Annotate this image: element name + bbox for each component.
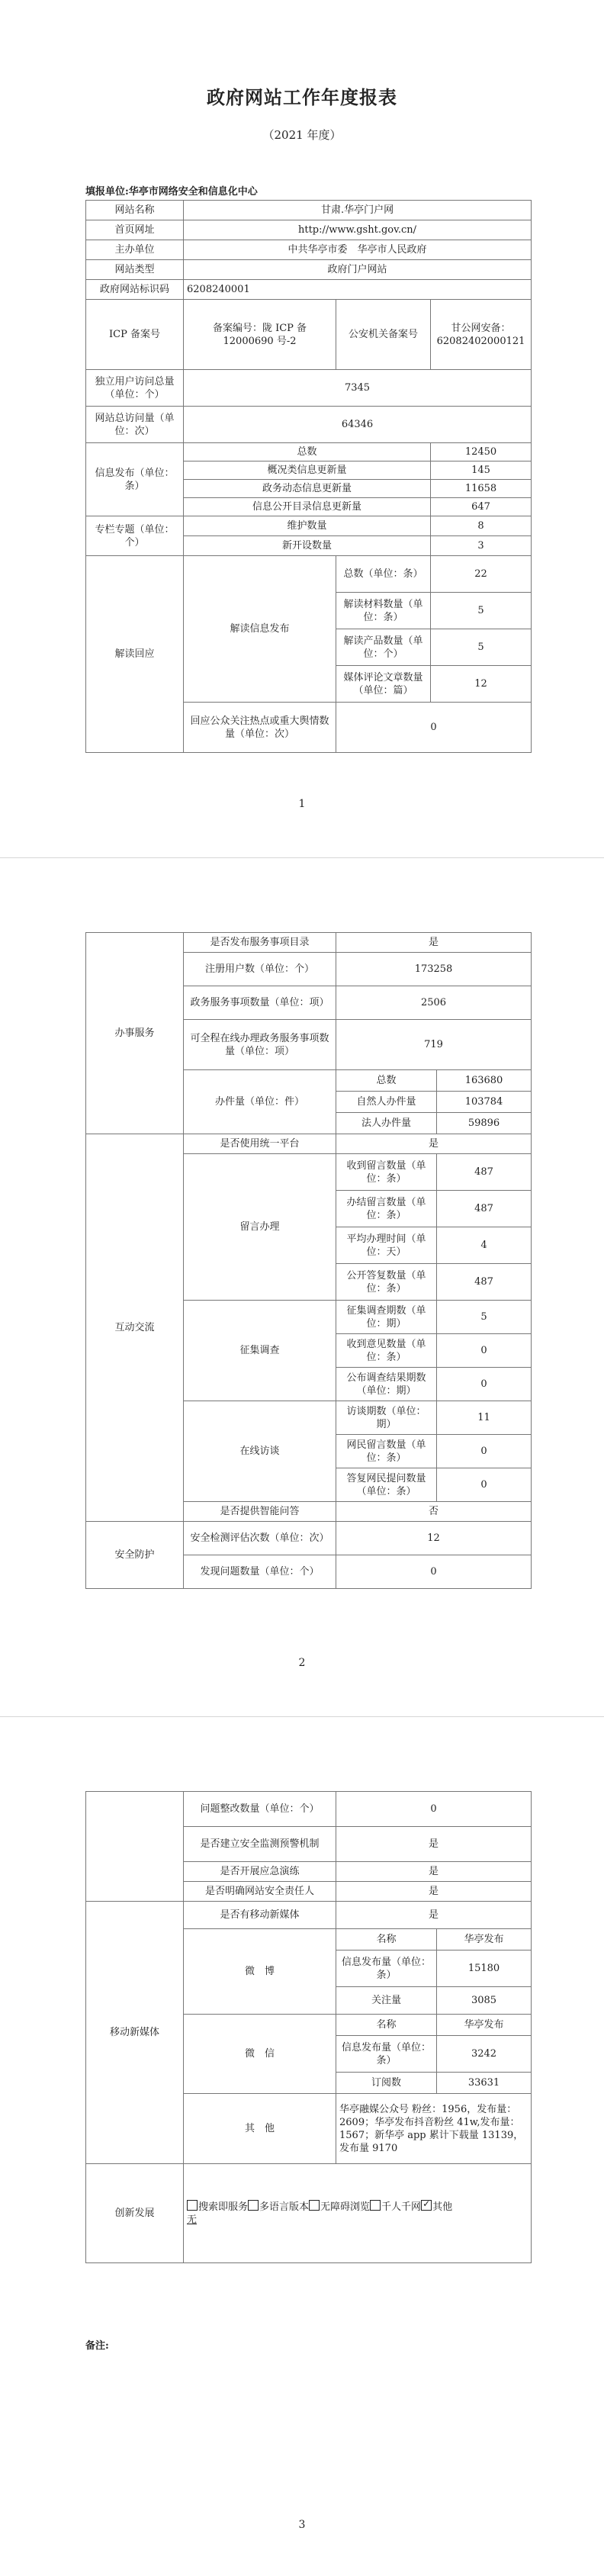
- service-users-value: 173258: [336, 953, 532, 986]
- interpret-material-label: 解读材料数量（单位：条）: [336, 593, 431, 629]
- report-year: （2021 年度）: [262, 128, 342, 142]
- security-duty-label: 是否明确网站安全责任人: [184, 1882, 336, 1902]
- interpret-product-value: 5: [431, 629, 532, 666]
- url-value: http://www.gsht.gov.cn/: [184, 220, 532, 240]
- handle-total-value: 163680: [437, 1070, 532, 1092]
- weibo-name-value: 华亭发布: [437, 1929, 532, 1950]
- uv-label: 独立用户访问总量（单位：个）: [86, 370, 184, 407]
- host-value: 中共华亭市委 华亭市人民政府: [184, 240, 532, 260]
- innov-option-personalized[interactable]: 千人千网: [370, 2201, 421, 2213]
- service-label: 办事服务: [86, 933, 184, 1134]
- service-online-label: 可全程在线办理政务服务事项数量（单位：项）: [184, 1020, 336, 1070]
- report-title: 政府网站工作年度报表: [207, 86, 397, 108]
- report-table-page-2: [85, 932, 532, 1589]
- mobile-has-value: 是: [336, 1902, 532, 1929]
- remark-label: 备注:: [85, 2340, 109, 2352]
- site-name-value: 甘肃.华亭门户网: [184, 201, 532, 220]
- interpret-respond-value: 0: [336, 703, 532, 753]
- page-number-3: 3: [298, 2519, 306, 2531]
- weibo-label: 微 博: [184, 1929, 336, 2015]
- talk-msg-value: 0: [437, 1435, 532, 1468]
- other-media-value: 华亭融媒公众号 粉丝：1956，发布量：2609；华亭发布抖音粉丝 41w,发布量：1567；新华亭 app 累计下载量 13139，发布量 9170: [336, 2094, 532, 2164]
- report-page-3: [0, 1719, 604, 2576]
- security-issue-label: 发现问题数量（单位：个）: [184, 1555, 336, 1589]
- innov-other-text: 无: [187, 2214, 198, 2226]
- innov-checkbox-other[interactable]: [421, 2200, 432, 2211]
- page-separator: [0, 1716, 604, 1717]
- talk-ans-value: 0: [437, 1468, 532, 1502]
- publish-label: 信息发布（单位：条）: [86, 443, 184, 516]
- innov-option-accessibility[interactable]: 无障碍浏览: [309, 2201, 370, 2213]
- service-handle-label: 办件量（单位：件）: [184, 1070, 336, 1134]
- msg-label: 留言办理: [184, 1154, 336, 1301]
- pv-value: 64346: [184, 407, 532, 443]
- interact-platform-label: 是否使用统一平台: [184, 1134, 336, 1154]
- security-check-value: 12: [336, 1522, 532, 1555]
- survey-count-value: 5: [437, 1301, 532, 1334]
- special-maintain-label: 维护数量: [184, 516, 431, 536]
- police-value: 甘公网安备：62082402000121: [431, 300, 532, 370]
- security-monitor-value: 是: [336, 1827, 532, 1862]
- security-issue-value: 0: [336, 1555, 532, 1589]
- service-items-value: 2506: [336, 986, 532, 1020]
- uv-value: 7345: [184, 370, 532, 407]
- msg-done-value: 487: [437, 1191, 532, 1227]
- interpret-respond-label: 回应公众关注热点或重大舆情数量（单位：次）: [184, 703, 336, 753]
- interpret-sub-label: 解读信息发布: [184, 556, 336, 703]
- interpret-media-label: 媒体评论文章数量（单位：篇）: [336, 666, 431, 703]
- security-monitor-label: 是否建立安全监测预警机制: [184, 1827, 336, 1862]
- filler-unit: 填报单位:华亭市网络安全和信息化中心: [85, 186, 258, 198]
- publish-dynamic-value: 11658: [431, 480, 532, 498]
- weibo-pub-value: 15180: [437, 1950, 532, 1987]
- security-cont-label: [86, 1792, 184, 1902]
- special-new-label: 新开设数量: [184, 536, 431, 556]
- survey-opin-label: 收到意见数量（单位：条）: [336, 1334, 437, 1368]
- special-new-value: 3: [431, 536, 532, 556]
- special-maintain-value: 8: [431, 516, 532, 536]
- other-media-label: 其 他: [184, 2094, 336, 2164]
- pv-label: 网站总访问量（单位：次）: [86, 407, 184, 443]
- special-label: 专栏专题（单位：个）: [86, 516, 184, 556]
- url-label: 首页网址: [86, 220, 184, 240]
- report-page-2: [0, 860, 604, 1713]
- msg-time-value: 4: [437, 1227, 532, 1264]
- wechat-pub-value: 3242: [437, 2036, 532, 2073]
- mobile-has-label: 是否有移动新媒体: [184, 1902, 336, 1929]
- talk-label: 在线访谈: [184, 1401, 336, 1502]
- talk-msg-label: 网民留言数量（单位：条）: [336, 1435, 437, 1468]
- handle-natural-value: 103784: [437, 1092, 532, 1113]
- page-separator: [0, 857, 604, 858]
- smart-qa-label: 是否提供智能问答: [184, 1502, 336, 1522]
- police-label: 公安机关备案号: [336, 300, 431, 370]
- survey-pub-value: 0: [437, 1368, 532, 1401]
- handle-legal-label: 法人办件量: [336, 1113, 437, 1134]
- handle-natural-label: 自然人办件量: [336, 1092, 437, 1113]
- mobile-label: 移动新媒体: [86, 1902, 184, 2164]
- report-table-page-1: [85, 200, 532, 753]
- msg-pub-label: 公开答复数量（单位：条）: [336, 1264, 437, 1301]
- wechat-sub-label: 订阅数: [336, 2073, 437, 2094]
- msg-time-label: 平均办理时间（单位：天）: [336, 1227, 437, 1264]
- site-code-label: 政府网站标识码: [86, 280, 184, 300]
- publish-total-value: 12450: [431, 443, 532, 461]
- interpret-total-label: 总数（单位：条）: [336, 556, 431, 593]
- service-publish-value: 是: [336, 933, 532, 953]
- msg-done-label: 办结留言数量（单位：条）: [336, 1191, 437, 1227]
- page-number-1: 1: [298, 798, 306, 810]
- innovation-options: [184, 2164, 532, 2263]
- service-online-value: 719: [336, 1020, 532, 1070]
- handle-legal-value: 59896: [437, 1113, 532, 1134]
- security-duty-value: 是: [336, 1882, 532, 1902]
- innov-option-multilang[interactable]: 多语言版本: [248, 2201, 309, 2213]
- interpret-media-value: 12: [431, 666, 532, 703]
- innov-option-search[interactable]: 搜索即服务: [187, 2201, 248, 2213]
- wechat-name-value: 华亭发布: [437, 2015, 532, 2036]
- innovation-label: 创新发展: [86, 2164, 184, 2263]
- site-type-label: 网站类型: [86, 260, 184, 280]
- survey-count-label: 征集调查期数（单位：期）: [336, 1301, 437, 1334]
- publish-dynamic-label: 政务动态信息更新量: [184, 480, 431, 498]
- service-users-label: 注册用户数（单位：个）: [184, 953, 336, 986]
- innov-checkbox-personalized[interactable]: [370, 2200, 381, 2211]
- interact-label: 互动交流: [86, 1134, 184, 1522]
- security-drill-value: 是: [336, 1862, 532, 1882]
- survey-pub-label: 公布调查结果期数（单位：期）: [336, 1368, 437, 1401]
- publish-overview-value: 145: [431, 461, 532, 480]
- security-drill-label: 是否开展应急演练: [184, 1862, 336, 1882]
- weibo-name-label: 名称: [336, 1929, 437, 1950]
- talk-count-value: 11: [437, 1401, 532, 1435]
- security-fix-label: 问题整改数量（单位：个）: [184, 1792, 336, 1827]
- icp-label: ICP 备案号: [86, 300, 184, 370]
- security-fix-value: 0: [336, 1792, 532, 1827]
- interpret-total-value: 22: [431, 556, 532, 593]
- report-page-1: [0, 0, 604, 854]
- msg-recv-label: 收到留言数量（单位：条）: [336, 1154, 437, 1191]
- service-publish-label: 是否发布服务事项目录: [184, 933, 336, 953]
- host-label: 主办单位: [86, 240, 184, 260]
- publish-open-value: 647: [431, 498, 532, 516]
- wechat-name-label: 名称: [336, 2015, 437, 2036]
- publish-total-label: 总数: [184, 443, 431, 461]
- service-items-label: 政务服务事项数量（单位：项）: [184, 986, 336, 1020]
- weibo-fans-value: 3085: [437, 1987, 532, 2015]
- interpret-material-value: 5: [431, 593, 532, 629]
- security-check-label: 安全检测评估次数（单位：次）: [184, 1522, 336, 1555]
- survey-label: 征集调查: [184, 1301, 336, 1401]
- interpret-label: 解读回应: [86, 556, 184, 753]
- page-number-2: 2: [298, 1657, 306, 1669]
- survey-opin-value: 0: [437, 1334, 532, 1368]
- site-code-value: 6208240001: [184, 280, 532, 300]
- interpret-product-label: 解读产品数量（单位：个）: [336, 629, 431, 666]
- publish-open-label: 信息公开目录信息更新量: [184, 498, 431, 516]
- innov-checkbox-accessibility[interactable]: [309, 2200, 320, 2211]
- smart-qa-value: 否: [336, 1502, 532, 1522]
- msg-pub-value: 487: [437, 1264, 532, 1301]
- innov-checkbox-search[interactable]: [187, 2200, 198, 2211]
- innov-checkbox-multilang[interactable]: [248, 2200, 259, 2211]
- security-label: 安全防护: [86, 1522, 184, 1589]
- icp-value: 备案编号：陇 ICP 备 12000690 号-2: [184, 300, 336, 370]
- site-name-label: 网站名称: [86, 201, 184, 220]
- weibo-pub-label: 信息发布量（单位：条）: [336, 1950, 437, 1987]
- interact-platform-value: 是: [336, 1134, 532, 1154]
- wechat-label: 微 信: [184, 2015, 336, 2094]
- talk-ans-label: 答复网民提问数量（单位：条）: [336, 1468, 437, 1502]
- publish-overview-label: 概况类信息更新量: [184, 461, 431, 480]
- msg-recv-value: 487: [437, 1154, 532, 1191]
- wechat-sub-value: 33631: [437, 2073, 532, 2094]
- innov-option-other[interactable]: ✓ 其他: [421, 2201, 452, 2213]
- talk-count-label: 访谈期数（单位：期）: [336, 1401, 437, 1435]
- report-table-page-3: [85, 1791, 532, 2263]
- site-type-value: 政府门户网站: [184, 260, 532, 280]
- handle-total-label: 总数: [336, 1070, 437, 1092]
- wechat-pub-label: 信息发布量（单位：条）: [336, 2036, 437, 2073]
- weibo-fans-label: 关注量: [336, 1987, 437, 2015]
